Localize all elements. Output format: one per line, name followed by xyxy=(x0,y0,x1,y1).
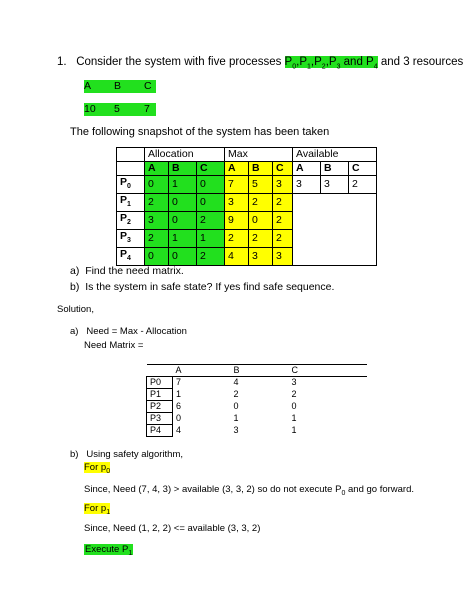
alloc-cell: 0 xyxy=(145,248,169,266)
resource-names-row xyxy=(84,80,156,93)
question-text-before: Consider the system with five processes xyxy=(76,56,285,68)
question-a xyxy=(70,265,184,277)
step-a-marker: a) xyxy=(70,326,79,337)
process-list-highlight xyxy=(284,56,378,71)
question-b-marker: b) xyxy=(70,281,80,293)
table-row xyxy=(117,194,377,212)
corner-cell xyxy=(117,148,145,162)
step-b xyxy=(70,449,183,460)
need-cell: 7 xyxy=(176,377,182,388)
alloc-cell: 1 xyxy=(197,230,225,248)
avail-empty-cell xyxy=(293,194,377,266)
avail-cell: 2 xyxy=(349,176,377,194)
for-p1 xyxy=(84,503,110,516)
max-cell: 2 xyxy=(249,230,273,248)
col-alloc-a: A xyxy=(145,162,169,176)
process-sub: 3 xyxy=(336,63,341,71)
resource-name: B xyxy=(114,80,122,92)
alloc-cell: 2 xyxy=(197,248,225,266)
max-cell: 0 xyxy=(249,212,273,230)
resource-value: 5 xyxy=(114,103,120,115)
step-a xyxy=(70,326,187,337)
max-cell: 2 xyxy=(273,212,293,230)
snapshot-table xyxy=(116,147,377,266)
max-cell: 2 xyxy=(225,230,249,248)
need-cell: 0 xyxy=(233,401,239,411)
need-process-cell: P0 xyxy=(147,377,173,389)
process-cell: $P_4$ xyxy=(117,248,145,266)
col-max-b: B xyxy=(249,162,273,176)
alloc-cell: 1 xyxy=(169,176,197,194)
max-cell: 3 xyxy=(225,194,249,212)
max-cell: 2 xyxy=(273,230,293,248)
need-process-cell: P4 xyxy=(147,425,173,437)
need-cell: 6 xyxy=(176,401,182,411)
corner-cell xyxy=(117,162,145,176)
need-table xyxy=(146,364,367,437)
alloc-cell: 1 xyxy=(169,230,197,248)
alloc-cell: 2 xyxy=(145,230,169,248)
resource-values-row xyxy=(84,103,156,116)
need-cell: 2 xyxy=(291,389,297,399)
snapshot-text: The following snapshot of the system has been taken xyxy=(70,126,330,138)
for-p0 xyxy=(84,462,110,475)
question-a-marker: a) xyxy=(70,265,80,277)
need-cell: 3 xyxy=(291,377,297,388)
alloc-cell: 0 xyxy=(197,176,225,194)
alloc-cell: 2 xyxy=(197,212,225,230)
need-col-c: C xyxy=(289,365,367,377)
process-cell: $P_3$ xyxy=(117,230,145,248)
process-p: and P xyxy=(340,56,374,68)
avail-cell: 3 xyxy=(293,176,321,194)
need-process-cell: P3 xyxy=(147,413,173,425)
solution-label: Solution, xyxy=(57,304,94,315)
process-cell: $P_1$ xyxy=(117,194,145,212)
process-sub: 2 xyxy=(321,63,326,71)
need-cell: 0 xyxy=(176,413,182,423)
step-b-line1: Using safety algorithm, xyxy=(86,449,183,460)
need-col-b: B xyxy=(231,365,289,377)
snapshot-col-header xyxy=(117,162,377,176)
alloc-cell: 0 xyxy=(169,194,197,212)
max-cell: 9 xyxy=(225,212,249,230)
execute-p1-highlight: Execute $P_1$ xyxy=(85,544,133,557)
max-cell: 2 xyxy=(273,194,293,212)
since-line-1: Since, Need (7, 4, 3) > available (3, 3, 2) so do not execute $P_0$ and go forward. xyxy=(84,484,415,497)
question-text-after: and 3 resources xyxy=(377,56,464,68)
table-row xyxy=(147,425,367,437)
table-row xyxy=(147,401,367,413)
table-row xyxy=(147,413,367,425)
alloc-cell: 0 xyxy=(169,212,197,230)
need-process-cell: P1 xyxy=(147,389,173,401)
for-p0-highlight: For $p_0$ xyxy=(84,462,111,475)
need-cell: 1 xyxy=(291,413,297,423)
resource-value: 10 xyxy=(84,103,96,115)
col-avail-b: B xyxy=(321,162,349,176)
table-row xyxy=(117,176,377,194)
need-cell: 4 xyxy=(233,377,239,388)
need-cell: 3 xyxy=(233,425,239,435)
process-p: ,P xyxy=(325,56,337,68)
need-cell: 2 xyxy=(233,389,239,399)
question-number: 1. xyxy=(57,56,67,68)
col-avail-a: A xyxy=(293,162,321,176)
max-cell: 3 xyxy=(273,248,293,266)
process-p: P xyxy=(284,56,293,68)
max-cell: 3 xyxy=(273,176,293,194)
resource-name: C xyxy=(144,80,152,92)
col-alloc-b: B xyxy=(169,162,197,176)
need-col-a: A xyxy=(173,365,231,377)
col-max-a: A xyxy=(225,162,249,176)
need-process-cell: P2 xyxy=(147,401,173,413)
alloc-cell: 2 xyxy=(145,194,169,212)
question-b xyxy=(70,281,334,293)
col-alloc-c: C xyxy=(197,162,225,176)
max-cell: 5 xyxy=(249,176,273,194)
need-cell: 4 xyxy=(176,425,182,435)
need-cell: 1 xyxy=(291,425,297,435)
max-cell: 7 xyxy=(225,176,249,194)
for-p1-highlight: For $p_1$ xyxy=(84,503,111,516)
step-a-line2: Need Matrix = xyxy=(84,340,144,351)
alloc-cell: 0 xyxy=(197,194,225,212)
step-b-marker: b) xyxy=(70,449,79,460)
alloc-cell: 0 xyxy=(169,248,197,266)
group-max: Max xyxy=(225,148,293,162)
process-cell: $P_2$ xyxy=(117,212,145,230)
max-cell: 2 xyxy=(249,194,273,212)
max-cell: 4 xyxy=(225,248,249,266)
need-cell: 0 xyxy=(291,401,297,411)
need-cell: 1 xyxy=(233,413,239,423)
process-sub: 0 xyxy=(292,63,297,71)
process-p: ,P xyxy=(296,56,307,68)
need-cell: 1 xyxy=(176,389,182,399)
process-cell: $P_0$ xyxy=(117,176,145,194)
resource-name: A xyxy=(84,80,92,92)
group-available: Available xyxy=(293,148,377,162)
since-line-2: Since, Need (1, 2, 2) <= available (3, 3, 2) xyxy=(84,523,261,534)
col-max-c: C xyxy=(273,162,293,176)
alloc-cell: 0 xyxy=(145,176,169,194)
need-table-wrap xyxy=(146,364,367,437)
snapshot-group-header xyxy=(117,148,377,162)
snapshot-table-wrap xyxy=(116,147,377,266)
alloc-cell: 3 xyxy=(145,212,169,230)
resource-value: 7 xyxy=(144,103,150,115)
process-sub: 1 xyxy=(307,63,311,71)
col-avail-c: C xyxy=(349,162,377,176)
corner-cell xyxy=(147,365,173,377)
table-row xyxy=(147,389,367,401)
question-1 xyxy=(57,56,463,70)
process-sub: 4 xyxy=(373,63,378,71)
need-header-row xyxy=(147,365,367,377)
process-p: ,P xyxy=(310,56,322,68)
question-b-text: Is the system in safe state? If yes find safe sequence. xyxy=(85,281,335,293)
avail-cell: 3 xyxy=(321,176,349,194)
execute-p1 xyxy=(84,544,133,557)
question-a-text: Find the need matrix. xyxy=(85,265,184,277)
group-allocation: Allocation xyxy=(145,148,225,162)
step-a-line1: Need = Max - Allocation xyxy=(86,326,187,337)
max-cell: 3 xyxy=(249,248,273,266)
table-row xyxy=(147,377,367,389)
